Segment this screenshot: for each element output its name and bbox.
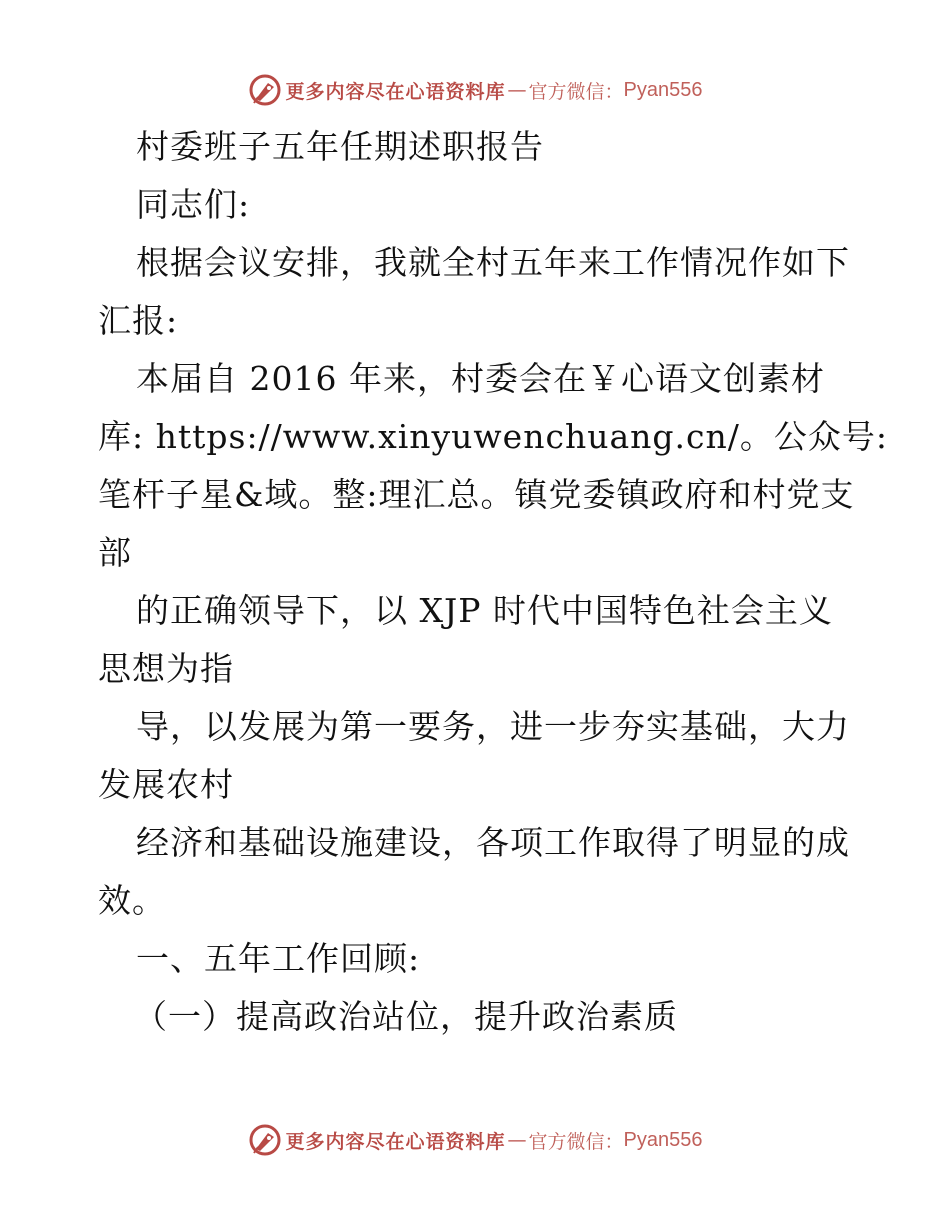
watermark-text: 更多内容尽在心语资料库: [285, 1130, 506, 1153]
pen-nib-logo-icon: [248, 1123, 282, 1157]
document-body: [98, 118, 888, 1046]
document-title: 村委班子五年任期述职报告: [136, 127, 544, 166]
paragraph-line: 经济和基础设施建设，各项工作取得了明显的成: [136, 823, 850, 862]
paragraph-line: 根据会议安排，我就全村五年来工作情况作如下: [136, 243, 850, 282]
section-heading: 一、五年工作回顾:: [136, 939, 421, 978]
subsection-heading: （一）提高政治站位，提升政治素质: [134, 997, 678, 1036]
watermark-wechat-id: Pyan556: [623, 1128, 703, 1151]
watermark-separator: —: [507, 1129, 527, 1151]
paragraph-line: 部: [98, 533, 132, 572]
watermark-header: [0, 70, 950, 110]
paragraph-line: 笔杆子星&域。整:理汇总。镇党委镇政府和村党支: [98, 475, 855, 514]
paragraph-line: 发展农村: [98, 765, 234, 804]
watermark-footer: [0, 1120, 950, 1160]
watermark-text: 更多内容尽在心语资料库: [285, 80, 506, 103]
paragraph-line: 的正确领导下，以 XJP 时代中国特色社会主义: [136, 591, 833, 630]
watermark-separator: —: [507, 79, 527, 101]
paragraph-line: 本届自 2016 年来，村委会在￥心语文创素材: [136, 359, 825, 398]
paragraph-line: 效。: [98, 881, 166, 920]
pen-nib-logo-icon: [248, 73, 282, 107]
watermark-wechat-label: 官方微信：: [528, 80, 624, 103]
paragraph-line: 思想为指: [98, 649, 234, 688]
watermark-wechat-label: 官方微信：: [528, 1130, 624, 1153]
salutation: 同志们:: [136, 185, 251, 224]
watermark-wechat-id: Pyan556: [623, 78, 703, 101]
paragraph-line: 汇报:: [98, 301, 179, 340]
paragraph-line: 库: https://www.xinyuwenchuang.cn/。公众号:: [98, 417, 888, 456]
paragraph-line: 导，以发展为第一要务，进一步夯实基础，大力: [136, 707, 850, 746]
